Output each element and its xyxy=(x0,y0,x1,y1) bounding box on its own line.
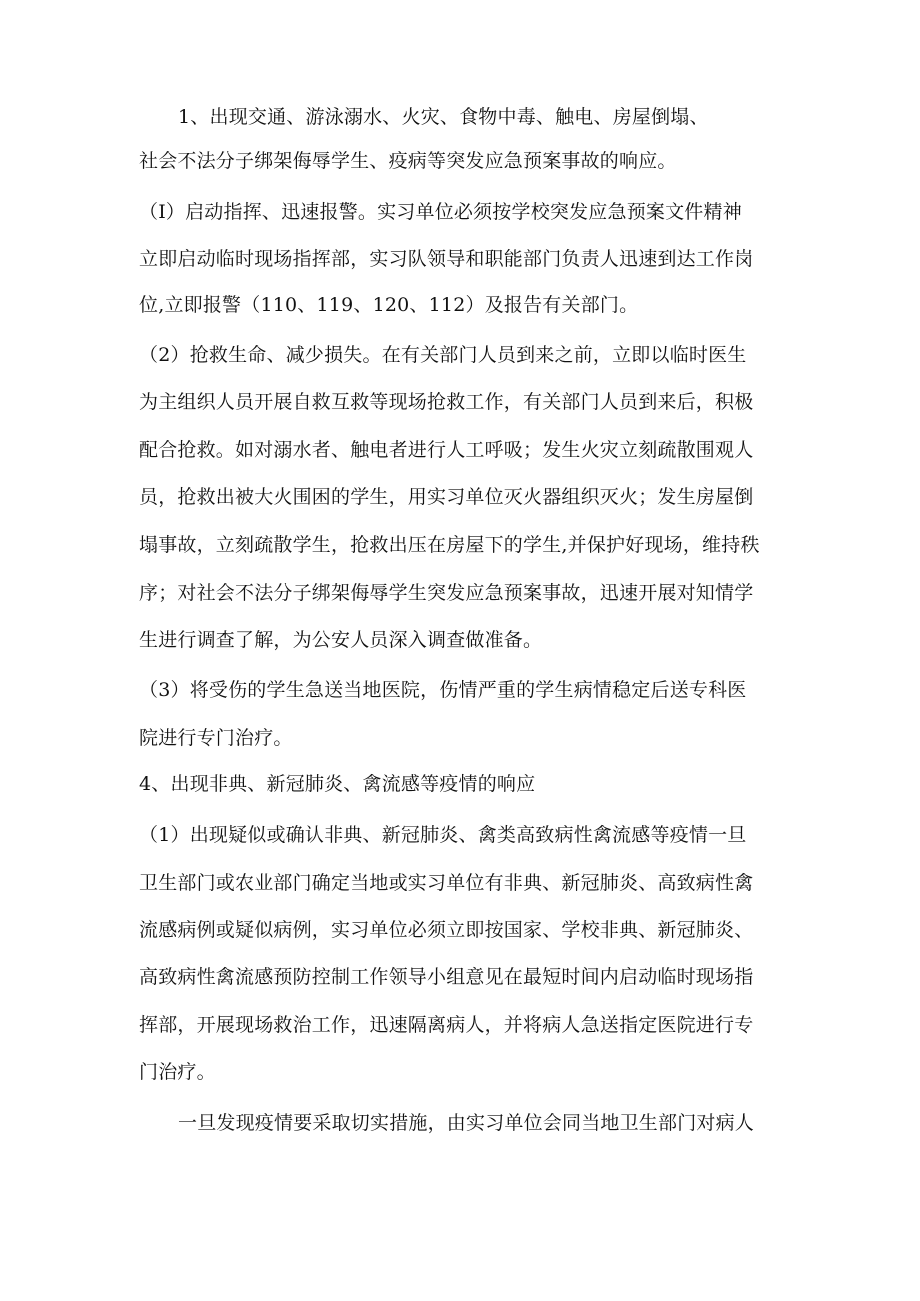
text-line: 卫生部门或农业部门确定当地或实习单位有非典、新冠肺炎、高致病性禽 xyxy=(139,872,754,894)
text-line: 流感病例或疑似病例，实习单位必须立即按国家、学校非典、新冠肺炎、 xyxy=(139,919,754,941)
text-line: 生进行调查了解，为公安人员深入调查做准备。 xyxy=(139,629,543,651)
text-line: （2）抢救生命、减少损失。在有关部门人员到来之前，立即以临时医生 xyxy=(139,344,747,366)
text-line: 员，抢救出被大火围困的学生，用实习单位灭火器组织灭火；发生房屋倒 xyxy=(139,486,754,508)
text-line: 位,立即报警（110、119、120、112）及报告有关部门。 xyxy=(139,294,639,316)
text-line: 立即启动临时现场指挥部，实习队领导和职能部门负责人迅速到达工作岗 xyxy=(139,248,754,270)
text-line: 高致病性禽流感预防控制工作领导小组意见在最短时间内启动临时现场指 xyxy=(139,966,754,988)
text-line: 1、出现交通、游泳溺水、火灾、食物中毒、触电、房屋倒塌、 xyxy=(178,106,709,128)
text-line: 门治疗。 xyxy=(139,1061,216,1083)
text-line: 塌事故，立刻疏散学生，抢救出压在房屋下的学生,并保护好现场，维持秩 xyxy=(139,534,760,556)
text-line: 社会不法分子绑架侮辱学生、疫病等突发应急预案事故的响应。 xyxy=(139,150,677,172)
text-line: （1）出现疑似或确认非典、新冠肺炎、禽类高致病性禽流感等疫情一旦 xyxy=(139,824,747,846)
text-line: 一旦发现疫情要采取切实措施，由实习单位会同当地卫生部门对病人 xyxy=(178,1112,755,1134)
text-line: 为主组织人员开展自救互救等现场抢救工作，有关部门人员到来后，积极 xyxy=(139,391,754,413)
text-line: （I）启动指挥、迅速报警。实习单位必须按学校突发应急预案文件精神 xyxy=(139,201,742,223)
text-line: （3）将受伤的学生急送当地医院，伤情严重的学生病情稳定后送专科医 xyxy=(139,679,747,701)
text-line: 4、出现非典、新冠肺炎、禽流感等疫情的响应 xyxy=(139,773,536,795)
text-line: 挥部，开展现场救治工作，迅速隔离病人，并将病人急送指定医院进行专 xyxy=(139,1014,754,1036)
text-line: 序；对社会不法分子绑架侮辱学生突发应急预案事故，迅速开展对知情学 xyxy=(139,582,754,604)
text-line: 配合抢救。如对溺水者、触电者进行人工呼吸；发生火灾立刻疏散围观人 xyxy=(139,439,754,461)
text-line: 院进行专门治疗。 xyxy=(139,727,293,749)
